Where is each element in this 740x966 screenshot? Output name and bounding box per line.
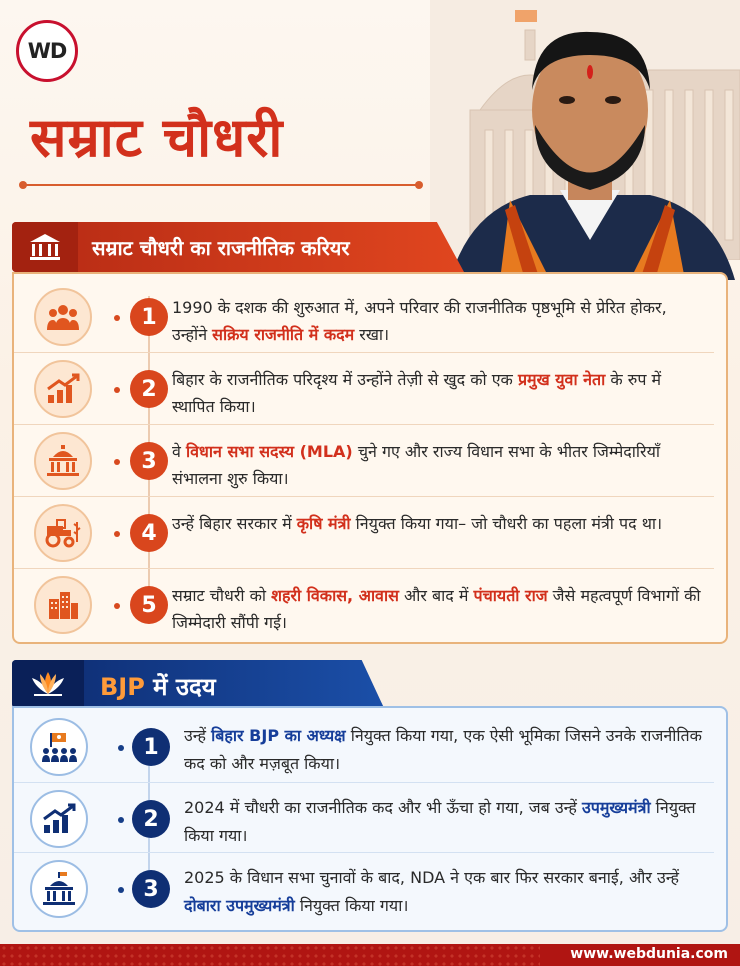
connector-dot <box>118 817 124 823</box>
connector-dot <box>114 387 120 393</box>
section2-heading <box>100 670 216 703</box>
highlight-text: विधान सभा सदस्य (MLA) <box>185 442 353 461</box>
tractor-icon <box>34 504 92 562</box>
row-divider <box>14 424 714 425</box>
row-divider <box>14 496 714 497</box>
connector-dot <box>114 459 120 465</box>
step-text <box>172 294 702 348</box>
highlight-text: कृषि मंत्री <box>296 514 351 533</box>
row-divider <box>14 352 714 353</box>
highlight-text: शहरी विकास, आवास <box>271 586 399 605</box>
highlight-text: पंचायती राज <box>473 586 548 605</box>
page-title: सम्राट चौधरी <box>30 106 284 169</box>
footer-url[interactable]: www.webdunia.com <box>570 946 728 962</box>
assembly-building-icon <box>34 432 92 490</box>
body-text: बिहार के राजनीतिक परिदृश्य में उन्होंने तेज़ी से खुद को एक <box>172 370 518 389</box>
section1-item-3 <box>14 426 726 498</box>
step-number: 3 <box>132 870 170 908</box>
body-text: जैसे महत्वपूर्ण विभागों की जिम्मेदारी सौंपी गई। <box>172 586 701 632</box>
step-number: 4 <box>130 514 168 552</box>
step-number: 1 <box>132 728 170 766</box>
party-flag-people-icon <box>30 718 88 776</box>
samrat-choudhary-portrait <box>440 10 740 280</box>
connector-dot <box>118 887 124 893</box>
row-divider <box>14 568 714 569</box>
section2-item-1 <box>14 712 726 782</box>
body-text: उन्हें <box>184 726 212 745</box>
body-text: रखा। <box>354 325 390 344</box>
section1-item-1 <box>14 282 726 354</box>
step-text <box>172 582 702 636</box>
footer-pattern <box>0 944 540 966</box>
body-text: चुने गए और राज्य विधान सभा के भीतर जिम्मेदारियाँ संभालना शुरु किया। <box>172 442 661 488</box>
section1-item-5 <box>14 570 726 642</box>
body-text: उन्हें बिहार सरकार में <box>172 514 297 533</box>
section1-item-2 <box>14 354 726 426</box>
section1-item-4 <box>14 498 726 570</box>
step-text <box>184 864 704 920</box>
highlight-text: बिहार BJP का अध्यक्ष <box>211 726 346 745</box>
body-text: 2025 के विधान सभा चुनावों के बाद, NDA ने एक बार फिर सरकार बनाई, और उन्हें <box>184 868 679 887</box>
government-building-icon <box>12 222 78 272</box>
step-text <box>172 366 702 420</box>
body-text: नियुक्त किया गया। <box>184 798 696 845</box>
step-number: 1 <box>130 298 168 336</box>
highlight-text: दोबारा उपमुख्यमंत्री <box>184 896 295 915</box>
section1-heading: सम्राट चौधरी का राजनीतिक करियर <box>92 236 350 260</box>
body-text: नियुक्त किया गया। <box>294 896 409 915</box>
logo-text: WD <box>27 39 67 63</box>
lotus-icon <box>12 660 84 708</box>
body-text: वे <box>172 442 186 461</box>
people-group-icon <box>34 288 92 346</box>
city-buildings-icon <box>34 576 92 634</box>
body-text: 1990 के दशक की शुरुआत में, अपने परिवार की राजनीतिक पृष्ठभूमि से प्रेरित होकर, उन्होंने <box>172 298 667 344</box>
step-number: 3 <box>130 442 168 480</box>
section2-item-3 <box>14 854 726 924</box>
row-divider <box>14 852 714 853</box>
row-divider <box>14 782 714 783</box>
body-text: के रुप में स्थापित किया। <box>172 370 662 416</box>
connector-dot <box>114 603 120 609</box>
section2-item-2 <box>14 784 726 854</box>
webdunia-logo[interactable] <box>16 20 78 82</box>
step-text <box>172 510 702 537</box>
section2-heading-bjp: BJP <box>100 673 145 701</box>
title-divider <box>22 184 420 186</box>
connector-dot <box>118 745 124 751</box>
capitol-building-icon <box>30 860 88 918</box>
body-text: नियुक्त किया गया, एक ऐसी भूमिका जिसने उनके राजनीतिक कद को और मज़बूत किया। <box>184 726 702 773</box>
highlight-text: प्रमुख युवा नेता <box>517 370 606 389</box>
highlight-text: सक्रिय राजनीति में कदम <box>212 325 355 344</box>
body-text: और बाद में <box>398 586 474 605</box>
rising-chart-icon <box>30 790 88 848</box>
step-text <box>172 438 702 492</box>
section2-heading-rest: में उदय <box>153 673 216 701</box>
step-text <box>184 794 704 850</box>
step-number: 2 <box>130 370 168 408</box>
step-text <box>184 722 704 778</box>
connector-dot <box>114 531 120 537</box>
connector-dot <box>114 315 120 321</box>
body-text: नियुक्त किया गया– जो चौधरी का पहला मंत्री पद था। <box>350 514 663 533</box>
growth-chart-icon <box>34 360 92 418</box>
step-number: 2 <box>132 800 170 838</box>
body-text: 2024 में चौधरी का राजनीतिक कद और भी ऊँचा हो गया, जब उन्हें <box>184 798 582 817</box>
step-number: 5 <box>130 586 168 624</box>
highlight-text: उपमुख्यमंत्री <box>581 798 651 817</box>
body-text: सम्राट चौधरी को <box>172 586 272 605</box>
